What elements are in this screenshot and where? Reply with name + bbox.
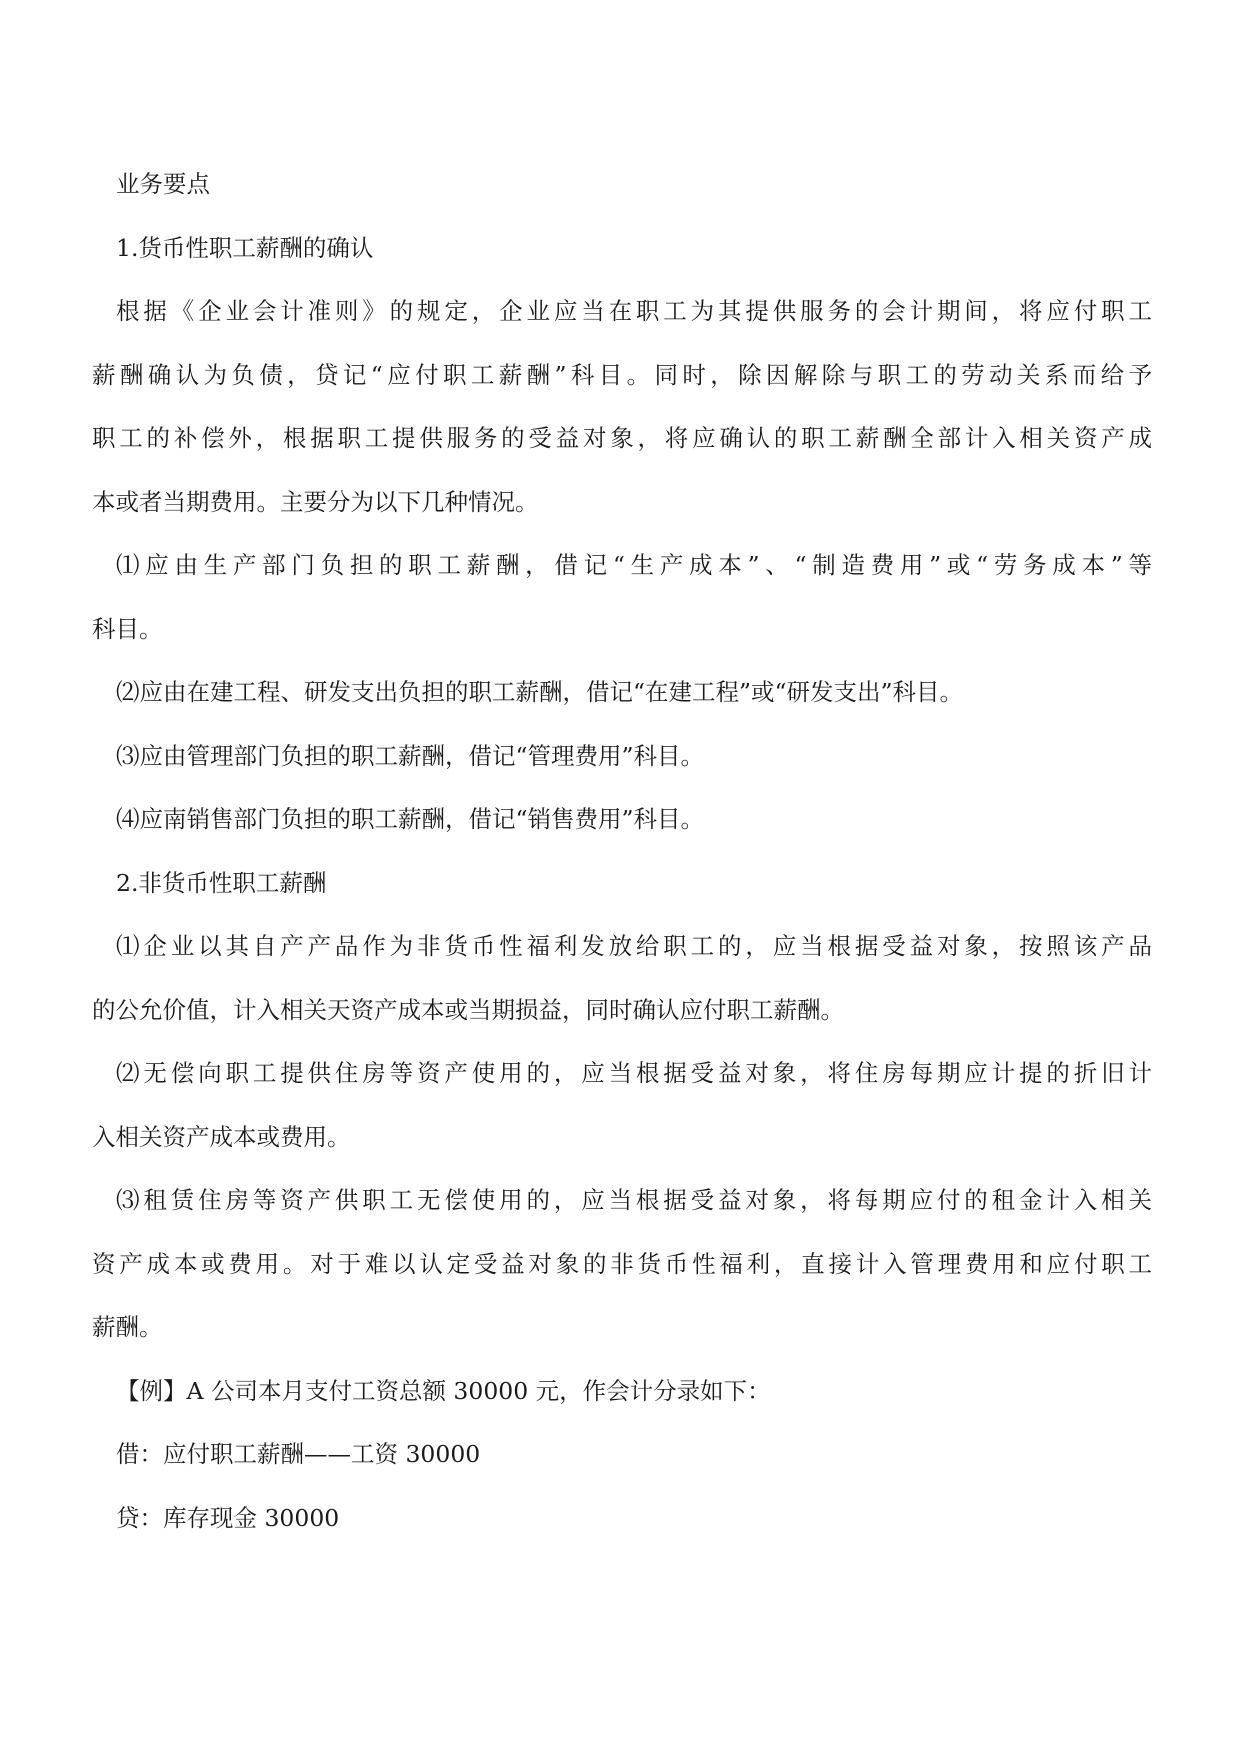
section1-intro-line: 本或者当期费用。主要分为以下几种情况。 [92, 487, 539, 516]
example-intro: 【例】A 公司本月支付工资总额 30000 元，作会计分录如下： [116, 1376, 771, 1405]
section1-item4: ⑷应南销售部门负担的职工薪酬，借记“销售费用”科目。 [116, 805, 705, 833]
section1-item1-line: 科目。 [92, 614, 163, 643]
section2-item3-line: ⑶租赁住房等资产供职工无偿使用的，应当根据受益对象，将每期应付的租金计入相关 [116, 1186, 1152, 1214]
section1-intro-line: 薪酬确认为负债，贷记“应付职工薪酬”科目。同时，除因解除与职工的劳动关系而给予 [92, 360, 1152, 389]
section2-item2-line: ⑵无偿向职工提供住房等资产使用的，应当根据受益对象，将住房每期应计提的折旧计 [116, 1059, 1152, 1087]
section1-intro-line: 职工的补偿外，根据职工提供服务的受益对象，将应确认的职工薪酬全部计入相关资产成 [92, 424, 1152, 452]
section2-item3-line: 薪酬。 [92, 1313, 163, 1341]
section1-intro-line: 根据《企业会计准则》的规定，企业应当在职工为其提供服务的会计期间，将应付职工 [116, 297, 1152, 325]
document-page [92, 153, 1152, 1550]
section1-item2: ⑵应由在建工程、研发支出负担的职工薪酬，借记“在建工程”或“研发支出”科目。 [116, 678, 964, 706]
section1-item3: ⑶应由管理部门负担的职工薪酬，借记“管理费用”科目。 [116, 741, 705, 770]
section2-title: 2.非货币性职工薪酬 [116, 868, 327, 897]
section-heading: 业务要点 [116, 170, 210, 198]
example-credit-entry: 贷：库存现金 30000 [116, 1503, 340, 1532]
section1-title: 1.货币性职工薪酬的确认 [116, 233, 374, 262]
example-debit-entry: 借：应付职工薪酬——工资 30000 [116, 1440, 481, 1468]
section2-item1-line: ⑴企业以其自产产品作为非货币性福利发放给职工的，应当根据受益对象，按照该产品 [116, 932, 1152, 960]
section2-item2-line: 入相关资产成本或费用。 [92, 1122, 351, 1151]
section1-item1-line: ⑴应由生产部门负担的职工薪酬，借记“生产成本”、“制造费用”或“劳务成本”等 [116, 551, 1152, 579]
section2-item1-line: 的公允价值，计入相关天资产成本或当期损益，同时确认应付职工薪酬。 [92, 995, 844, 1024]
section2-item3-line: 资产成本或费用。对于难以认定受益对象的非货币性福利，直接计入管理费用和应付职工 [92, 1249, 1152, 1278]
